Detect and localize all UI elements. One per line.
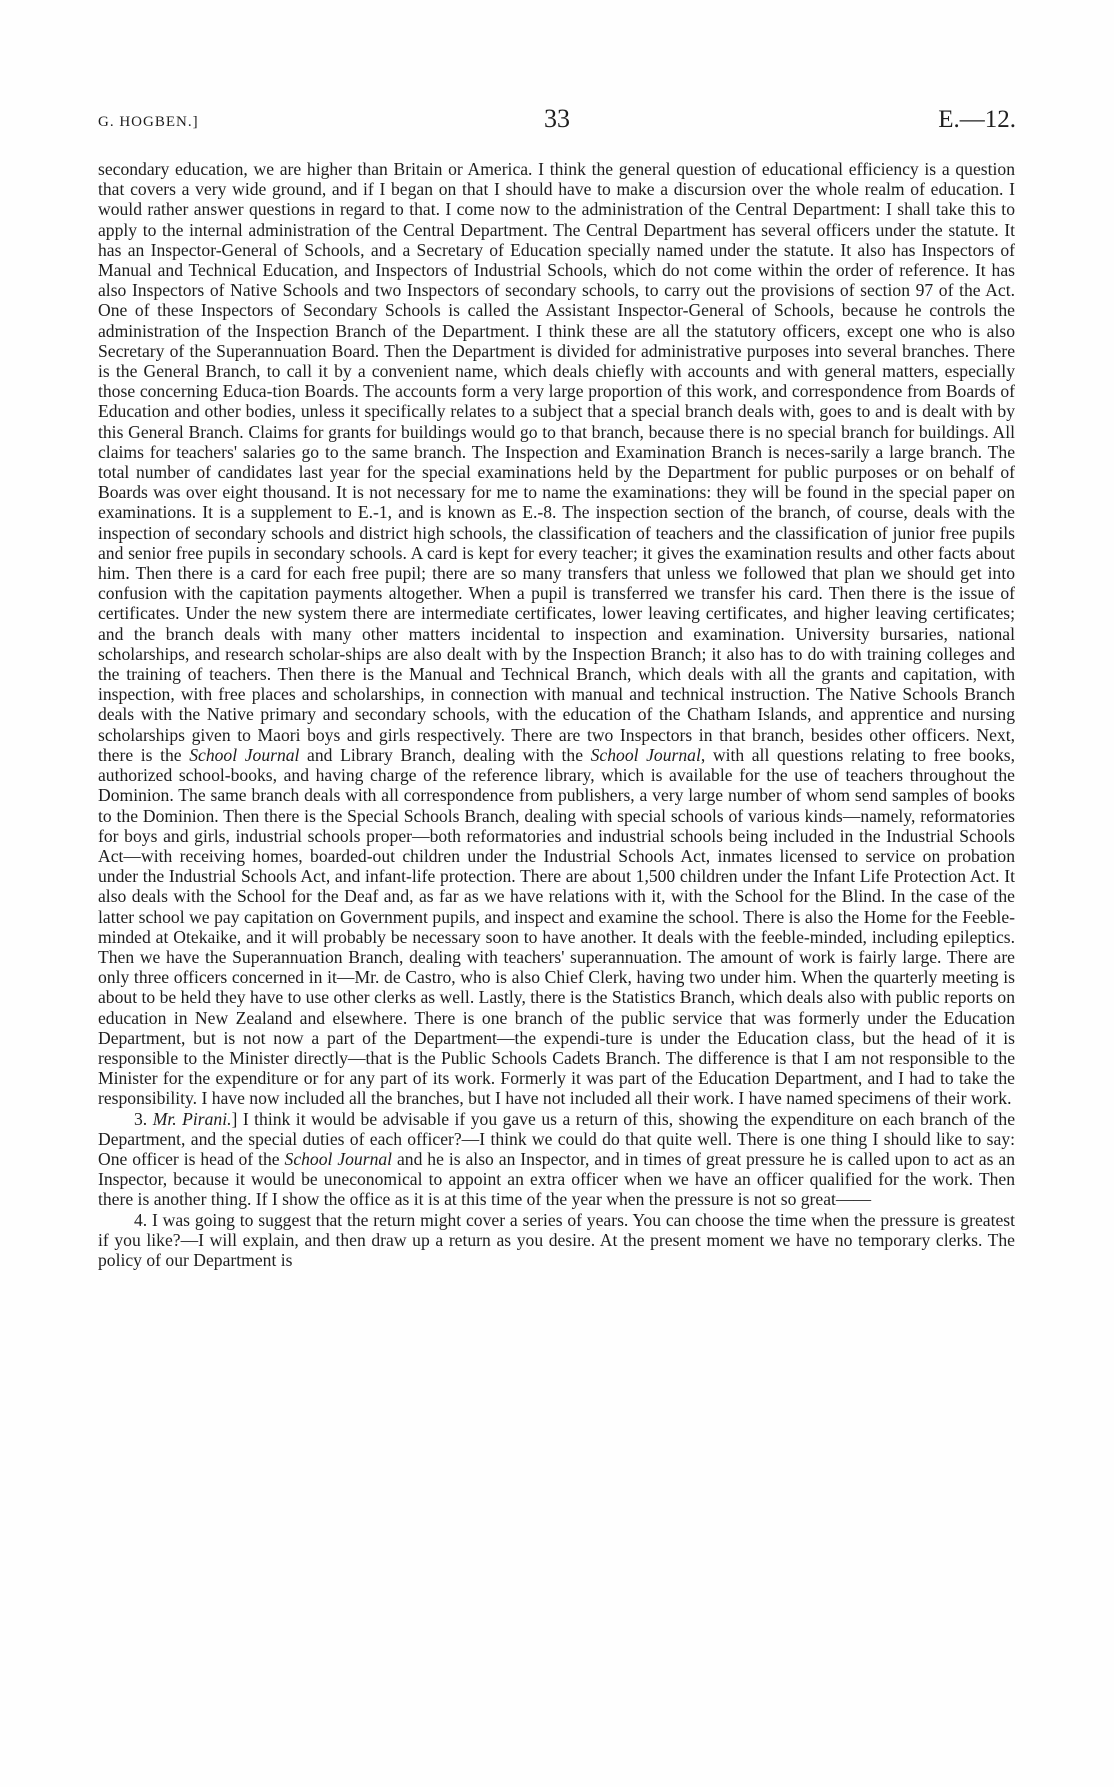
document-reference: E.—12. bbox=[938, 106, 1016, 133]
text-run: secondary education, we are higher than Britain or America. I think the general question of educational efficiency is a question that covers a very wide ground, and if I began on that I should have to make a discursion over the whole realm of education. I would rather answer questions in regard to that. I come now to the administration of the Central Department: I shall take this to apply to the internal administration of the Central Department. The Central Department has several officers under the statute. It has an Inspector-General of Schools, and a Secretary of Education specially named under the statute. It also has Inspectors of Manual and Technical Education, and Inspectors of Industrial Schools, which do not come within the order of reference. It has also Inspectors of Native Schools and two Inspectors of secondary schools, to carry out the provisions of section 97 of the Act. One of these Inspectors of Secondary Schools is called the Assistant Inspector-General of Schools, because he controls the administration of the Inspection Branch of the Department. I think these are all the statutory officers, except one who is also Secretary of the Superannuation Board. Then the Department is divided for administrative purposes into several branches. There is the General Branch, to call it by a convenient name, which deals chiefly with accounts and with general matters, especially those concerning Educa-tion Boards. The accounts form a very large proportion of this work, and correspondence from Boards of Education and other bodies, unless it specifically relates to a subject that a special branch deals with, goes to and is dealt with by this General Branch. Claims for grants for buildings would go to that branch, because there is no special branch for buildings. All claims for teachers' salaries go to the same branch. The Inspection and Examination Branch is neces-sarily a large branch. The total number of candidates last year for the special examinations held by the Department for public purposes or on behalf of Boards was over eight thousand. It is not necessary for me to name the examinations: they will be found in the special paper on examinations. It is a supplement to E.-1, and is known as E.-8. The inspection section of the branch, of course, deals with the inspection of secondary schools and district high schools, the classification of teachers and the classification of junior free pupils and senior free pupils in secondary schools. A card is kept for every teacher; it gives the examination results and other facts about him. Then there is a card for each free pupil; there are so many transfers that unless we followed that plan we should get into confusion with the capitation payments altogether. When a pupil is transferred we transfer his card. Then there is the issue of certificates. Under the new system there are intermediate certificates, lower leaving certificates, and higher leaving certificates; and the branch deals with many other matters incidental to inspection and examination. University bursaries, national scholarships, and research scholar-ships are also dealt with by the Inspection Branch; it also has to do with training colleges and the training of teachers. Then there is the Manual and Technical Branch, which deals with all the grants and capitation, with inspection, with free places and scholarships, in connection with manual and technical instruction. The Native Schools Branch deals with the Native primary and secondary schools, with the education of the Chatham Islands, and apprentice and nursing scholarships given to Maori boys and girls respectively. There are two Inspectors in that branch, besides other officers. Next, there is the bbox=[98, 159, 1015, 765]
text-run: 3. bbox=[134, 1108, 153, 1129]
italic-text: School Journal bbox=[189, 744, 300, 765]
running-head bbox=[98, 104, 1016, 144]
witness-name: G. HOGBEN.] bbox=[98, 114, 199, 130]
paragraph-p3 bbox=[98, 1210, 1015, 1271]
text-run: and he is also an Inspector, and in times of great pressure he is called upon to act as an Inspector, because it would be uneconomical to appoint an extra officer when we have an officer qualified for the work. Then there is another thing. If I show the office as it is at this time of the year when the pressure is not so great—— bbox=[98, 1148, 1015, 1210]
paragraph-p1 bbox=[98, 159, 1015, 1109]
paragraph-p2 bbox=[98, 1109, 1015, 1210]
italic-text: School Journal bbox=[284, 1148, 393, 1169]
text-run: , with all questions relating to free books, authorized school-books, and having charge of the reference library, which is available for the use of teachers throughout the Dominion. The same branch deals with all correspondence from publishers, a very large number of whom send samples of books to the Dominion. Then there is the Special Schools Branch, dealing with special schools of various kinds—namely, reformatories for boys and girls, industrial schools proper—both reformatories and industrial schools being included in the Industrial Schools Act—with receiving homes, boarded-out children under the Industrial Schools Act, inmates licensed to service on probation under the Industrial Schools Act, and infant-life protection. There are about 1,500 children under the Infant Life Protection Act. It also deals with the School for the Deaf and, as far as we have relations with it, with the School for the Blind. In the case of the latter school we pay capitation on Government pupils, and inspect and examine the school. There is also the Home for the Feeble-minded at Otekaike, and it will probably be necessary soon to have another. It deals with the feeble-minded, including epileptics. Then we have the Superannuation Branch, dealing with teachers' superannuation. The amount of work is fairly large. There are only three officers concerned in it—Mr. de Castro, who is also Chief Clerk, having two under him. When the quarterly meeting is about to be held they have to use other clerks as well. Lastly, there is the Statistics Branch, which deals also with public reports on education in New Zealand and elsewhere. There is one branch of the public service that was formerly under the Education Department, but is not now a part of the Department—the expendi-ture is under the Education class, but the head of it is responsible to the Minister directly—that is the Public Schools Cadets Branch. The difference is that I am not responsible to the Minister for the expenditure or for any part of its work. Formerly it was part of the Education Department, and I had to take the responsibility. I have now included all the branches, but I have not included all their work. I have named specimens of their work. bbox=[98, 744, 1016, 1109]
text-run: ] I think it would be advisable if you gave us a return of this, showing the expenditure on each branch of the Department, and the special duties of each officer?—I think we could do that quite well. There is one thing I should like to say: One officer is head of the bbox=[98, 1108, 1016, 1169]
body-text bbox=[98, 159, 1015, 1270]
italic-text: Mr. Pirani. bbox=[152, 1108, 232, 1129]
text-run: 4. I was going to suggest that the return might cover a series of years. You can choose the time when the pressure is greatest if you like?—I will explain, and then draw up a return as you desire. At the present moment we have no temporary clerks. The policy of our Department is bbox=[98, 1209, 1015, 1270]
italic-text: School Journal bbox=[590, 744, 701, 765]
page-number: 33 bbox=[544, 104, 570, 133]
text-run: and Library Branch, dealing with the bbox=[299, 744, 591, 765]
